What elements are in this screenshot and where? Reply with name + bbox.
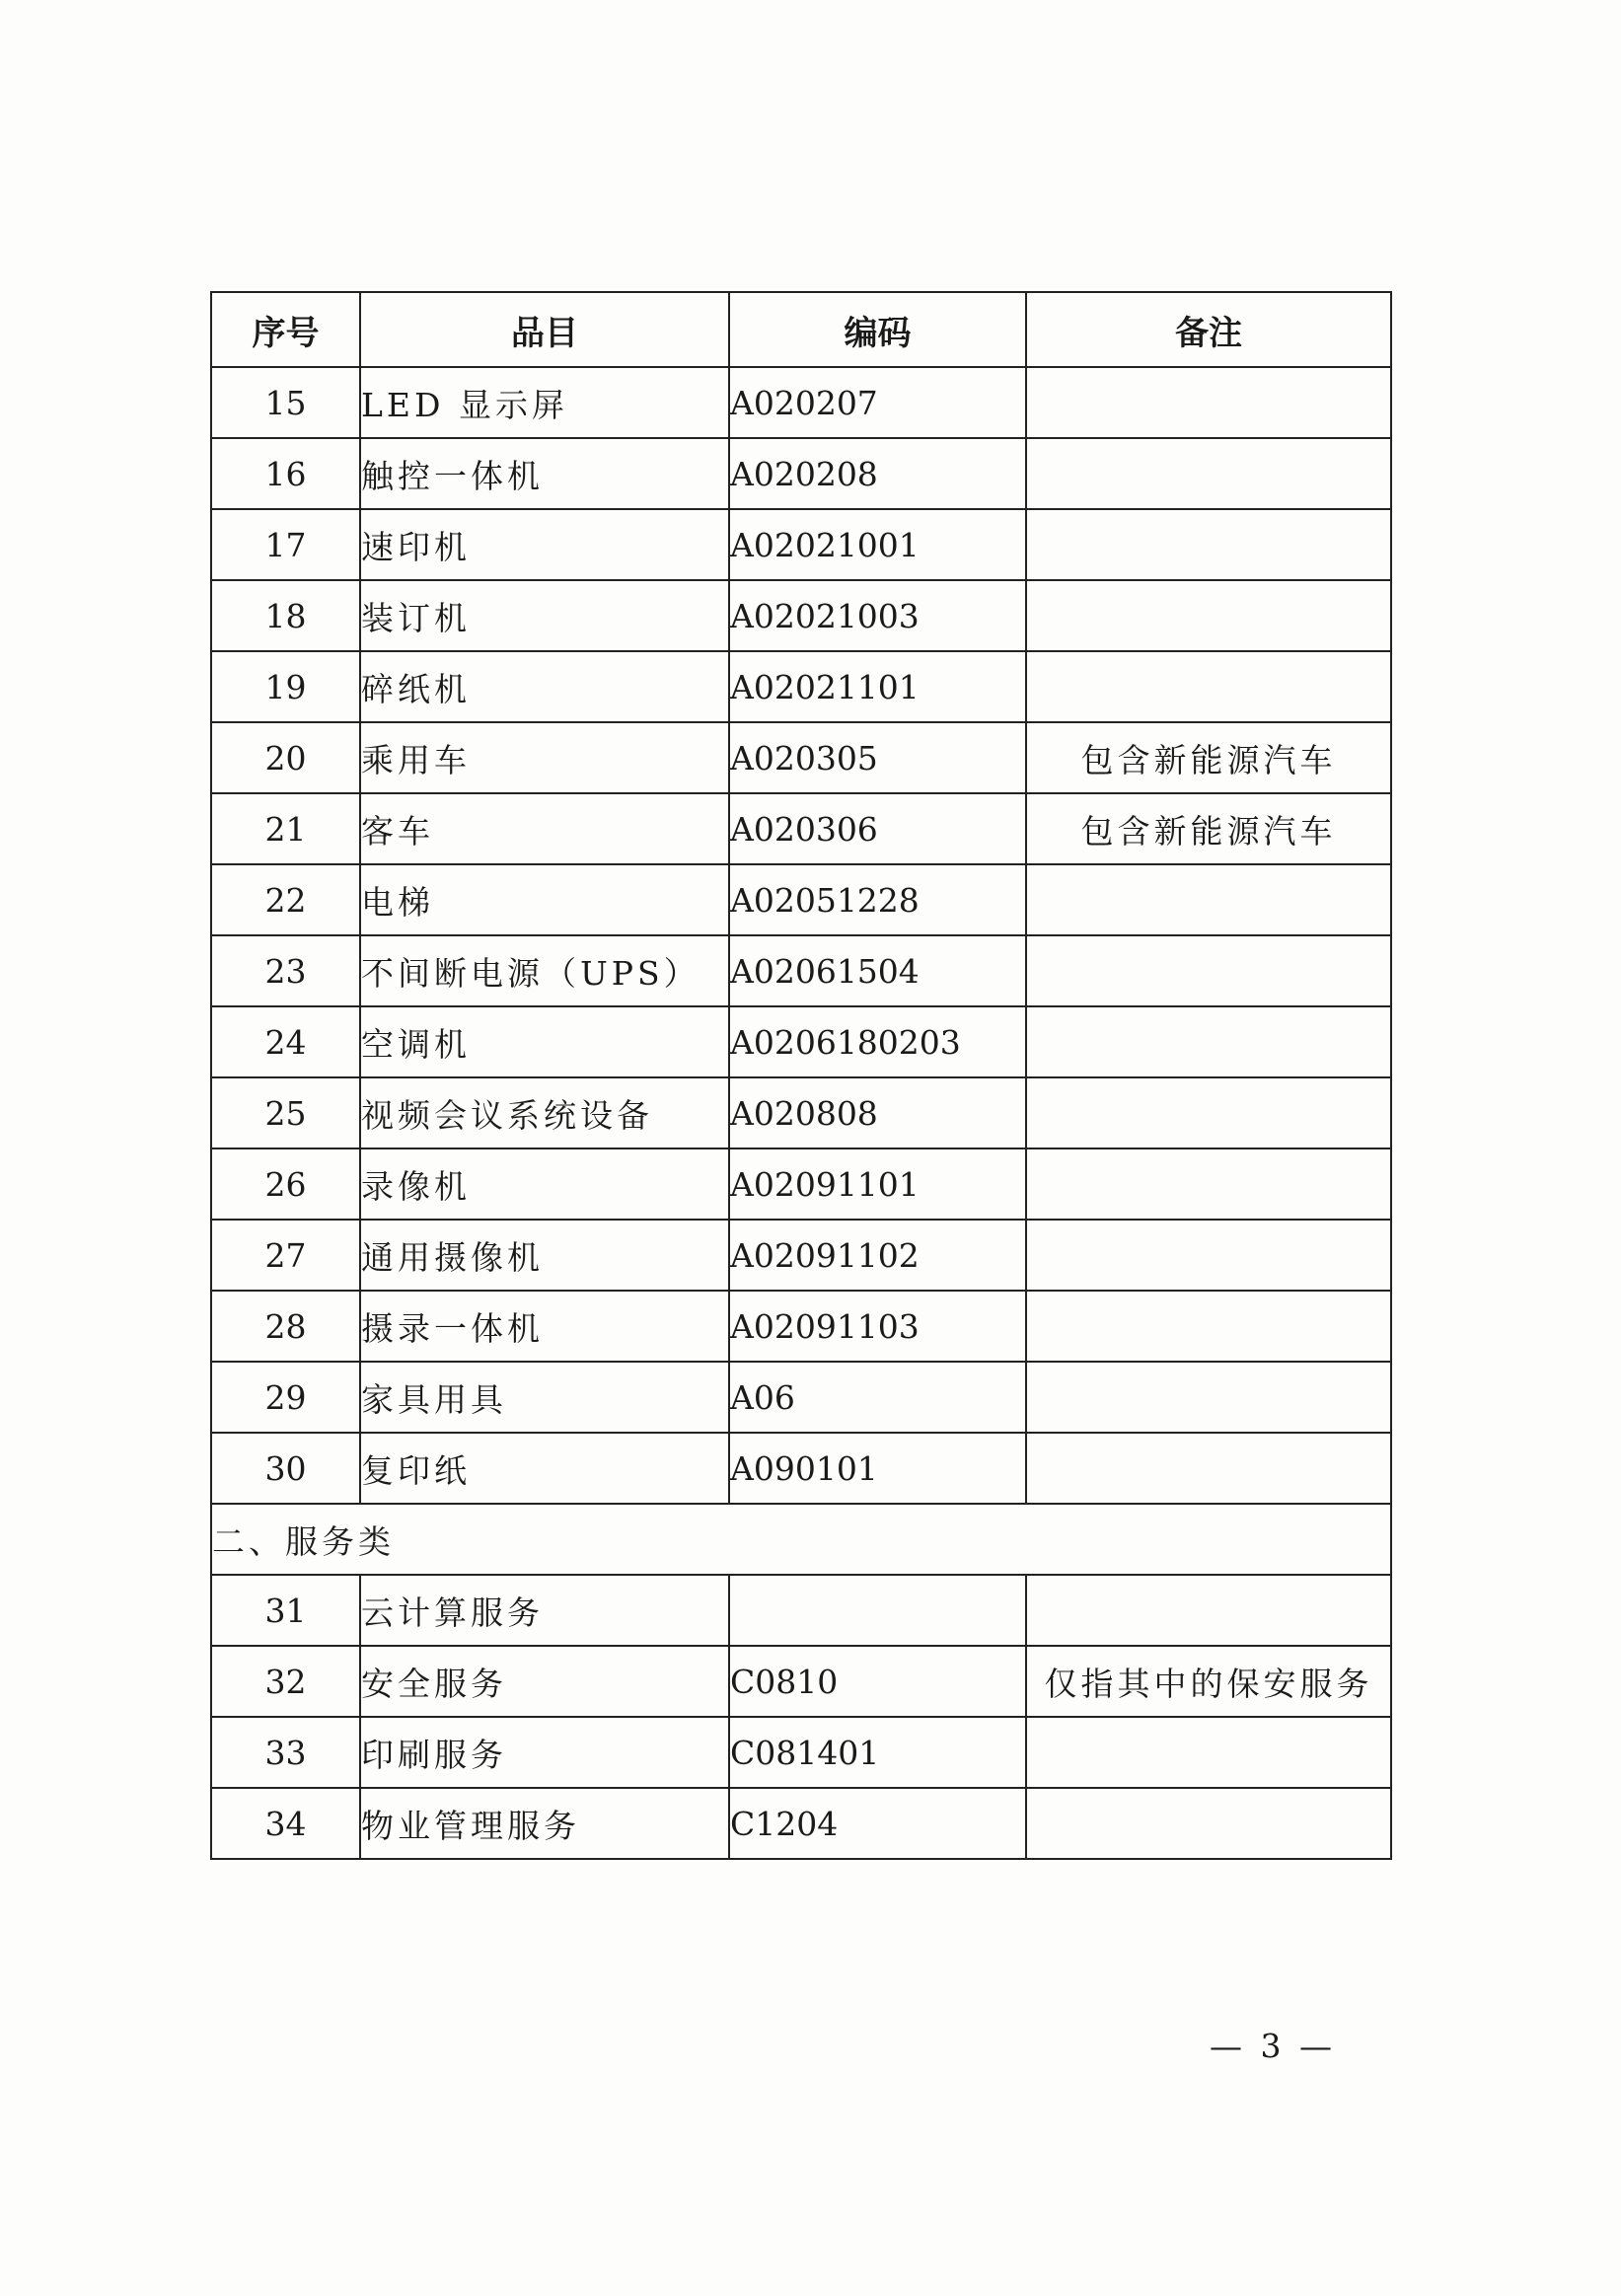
cell-note (1026, 1220, 1391, 1291)
cell-item: 云计算服务 (360, 1575, 729, 1646)
table-row (211, 1148, 1391, 1220)
cell-serial-number: 34 (211, 1788, 360, 1859)
section-row-services (211, 1504, 1391, 1575)
cell-code: A090101 (729, 1433, 1026, 1504)
cell-item: 不间断电源（UPS） (360, 935, 729, 1006)
table-row (211, 1717, 1391, 1788)
cell-serial-number: 20 (211, 722, 360, 793)
page-number: — 3 — (1210, 2027, 1336, 2065)
cell-code: A06 (729, 1362, 1026, 1433)
cell-item: 视频会议系统设备 (360, 1077, 729, 1148)
cell-item: 乘用车 (360, 722, 729, 793)
cell-note (1026, 1362, 1391, 1433)
cell-item: 物业管理服务 (360, 1788, 729, 1859)
cell-serial-number: 27 (211, 1220, 360, 1291)
table-row (211, 651, 1391, 722)
cell-serial-number: 31 (211, 1575, 360, 1646)
header-serial-number: 序号 (211, 292, 360, 367)
cell-code: A02091101 (729, 1148, 1026, 1220)
table-row (211, 1646, 1391, 1717)
table-row (211, 1575, 1391, 1646)
cell-note (1026, 1006, 1391, 1077)
cell-serial-number: 28 (211, 1291, 360, 1362)
cell-code (729, 1575, 1026, 1646)
cell-note (1026, 1717, 1391, 1788)
table-row (211, 1362, 1391, 1433)
header-code: 编码 (729, 292, 1026, 367)
section-heading: 二、服务类 (211, 1504, 1391, 1575)
cell-item: 摄录一体机 (360, 1291, 729, 1362)
cell-serial-number: 29 (211, 1362, 360, 1433)
cell-item: 复印纸 (360, 1433, 729, 1504)
cell-serial-number: 33 (211, 1717, 360, 1788)
table-row (211, 864, 1391, 935)
cell-note (1026, 1433, 1391, 1504)
cell-serial-number: 21 (211, 793, 360, 864)
cell-note: 包含新能源汽车 (1026, 793, 1391, 864)
cell-note (1026, 651, 1391, 722)
table-row (211, 793, 1391, 864)
table-row (211, 367, 1391, 438)
cell-note: 包含新能源汽车 (1026, 722, 1391, 793)
cell-note (1026, 1575, 1391, 1646)
cell-code: A02051228 (729, 864, 1026, 935)
cell-code: A020808 (729, 1077, 1026, 1148)
table-row (211, 1077, 1391, 1148)
cell-serial-number: 25 (211, 1077, 360, 1148)
cell-serial-number: 18 (211, 580, 360, 651)
procurement-catalog-table (210, 291, 1392, 1860)
header-item: 品目 (360, 292, 729, 367)
cell-item: 印刷服务 (360, 1717, 729, 1788)
cell-code: A020306 (729, 793, 1026, 864)
cell-code: A020208 (729, 438, 1026, 509)
cell-code: A02061504 (729, 935, 1026, 1006)
cell-code: C0810 (729, 1646, 1026, 1717)
table-row (211, 1291, 1391, 1362)
cell-code: A020305 (729, 722, 1026, 793)
cell-code: A0206180203 (729, 1006, 1026, 1077)
cell-code: A02021001 (729, 509, 1026, 580)
cell-item: LED 显示屏 (360, 367, 729, 438)
cell-item: 电梯 (360, 864, 729, 935)
cell-serial-number: 22 (211, 864, 360, 935)
cell-note (1026, 509, 1391, 580)
cell-note (1026, 1788, 1391, 1859)
table-row (211, 722, 1391, 793)
cell-serial-number: 17 (211, 509, 360, 580)
cell-item: 触控一体机 (360, 438, 729, 509)
cell-code: A02021003 (729, 580, 1026, 651)
table-row (211, 1788, 1391, 1859)
cell-note (1026, 864, 1391, 935)
cell-note (1026, 1077, 1391, 1148)
header-note: 备注 (1026, 292, 1391, 367)
cell-note (1026, 367, 1391, 438)
table-row (211, 1433, 1391, 1504)
cell-item: 速印机 (360, 509, 729, 580)
table-row (211, 935, 1391, 1006)
table-row (211, 580, 1391, 651)
table-row (211, 438, 1391, 509)
cell-code: C081401 (729, 1717, 1026, 1788)
cell-item: 通用摄像机 (360, 1220, 729, 1291)
cell-serial-number: 19 (211, 651, 360, 722)
cell-serial-number: 23 (211, 935, 360, 1006)
cell-serial-number: 26 (211, 1148, 360, 1220)
cell-item: 装订机 (360, 580, 729, 651)
cell-code: A02091103 (729, 1291, 1026, 1362)
cell-code: A02091102 (729, 1220, 1026, 1291)
cell-code: A020207 (729, 367, 1026, 438)
cell-note (1026, 580, 1391, 651)
cell-note (1026, 1148, 1391, 1220)
cell-serial-number: 16 (211, 438, 360, 509)
cell-serial-number: 24 (211, 1006, 360, 1077)
cell-serial-number: 32 (211, 1646, 360, 1717)
cell-note: 仅指其中的保安服务 (1026, 1646, 1391, 1717)
cell-serial-number: 30 (211, 1433, 360, 1504)
cell-note (1026, 438, 1391, 509)
cell-serial-number: 15 (211, 367, 360, 438)
cell-note (1026, 1291, 1391, 1362)
table-row (211, 1220, 1391, 1291)
table-row (211, 509, 1391, 580)
cell-item: 客车 (360, 793, 729, 864)
cell-item: 碎纸机 (360, 651, 729, 722)
cell-item: 录像机 (360, 1148, 729, 1220)
table-header-row (211, 292, 1391, 367)
cell-note (1026, 935, 1391, 1006)
cell-code: A02021101 (729, 651, 1026, 722)
cell-code: C1204 (729, 1788, 1026, 1859)
cell-item: 安全服务 (360, 1646, 729, 1717)
cell-item: 家具用具 (360, 1362, 729, 1433)
cell-item: 空调机 (360, 1006, 729, 1077)
table-row (211, 1006, 1391, 1077)
